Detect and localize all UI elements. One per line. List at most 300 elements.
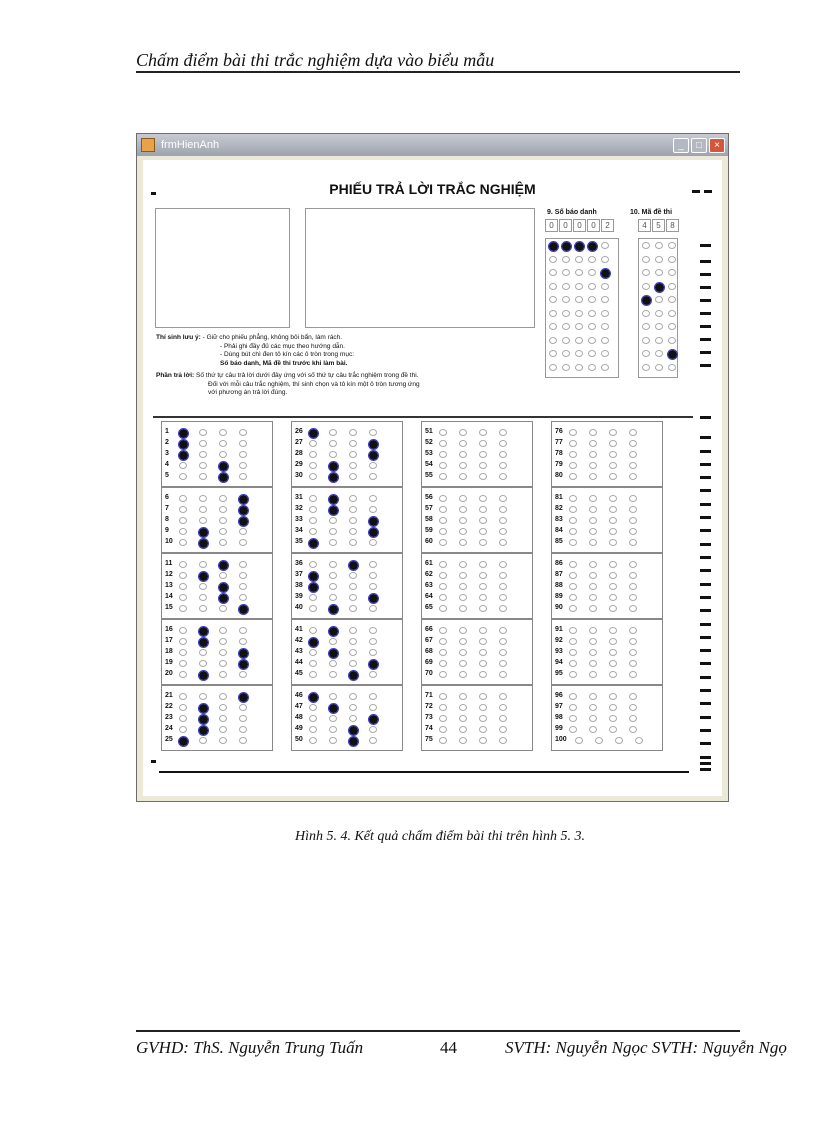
digit-bubble xyxy=(601,256,609,263)
question-number: 71 xyxy=(425,692,433,699)
sbd-digit: 0 xyxy=(587,219,600,232)
answer-bubble xyxy=(459,517,467,524)
answer-bubble xyxy=(479,638,487,645)
marked-bubble xyxy=(655,283,664,292)
answer-bubble xyxy=(439,528,447,535)
answer-bubble xyxy=(569,517,577,524)
digit-bubble xyxy=(642,256,650,263)
answer-bubble xyxy=(479,649,487,656)
digit-bubble xyxy=(575,283,583,290)
question-number: 42 xyxy=(295,637,303,644)
digit-bubble xyxy=(642,350,650,357)
answer-bubble xyxy=(499,726,507,733)
answer-bubble xyxy=(349,704,357,711)
timing-mark xyxy=(700,450,711,453)
question-number: 46 xyxy=(295,692,303,699)
marked-bubble xyxy=(309,693,318,702)
question-number: 23 xyxy=(165,714,173,721)
question-number: 33 xyxy=(295,516,303,523)
question-number: 27 xyxy=(295,439,303,446)
answer-bubble xyxy=(589,605,597,612)
answer-bubble xyxy=(569,594,577,601)
answer-bubble xyxy=(219,539,227,546)
answer-bubble xyxy=(459,462,467,469)
answer-bubble xyxy=(239,429,247,436)
question-number: 88 xyxy=(555,582,563,589)
answer-bubble xyxy=(499,473,507,480)
answer-bubble xyxy=(589,649,597,656)
digit-bubble xyxy=(562,337,570,344)
answer-bubble xyxy=(609,473,617,480)
marked-bubble xyxy=(219,583,228,592)
answer-bubble xyxy=(459,726,467,733)
question-number: 30 xyxy=(295,472,303,479)
question-number: 85 xyxy=(555,538,563,545)
marked-bubble xyxy=(199,539,208,548)
digit-bubble xyxy=(588,256,596,263)
marked-bubble xyxy=(369,715,378,724)
digit-bubble xyxy=(668,364,676,371)
answer-block xyxy=(291,421,403,487)
sbd-digit: 0 xyxy=(559,219,572,232)
answer-bubble xyxy=(219,638,227,645)
answer-bubble xyxy=(179,473,187,480)
answer-bubble xyxy=(349,528,357,535)
marked-bubble xyxy=(199,572,208,581)
digit-bubble xyxy=(642,323,650,330)
question-number: 65 xyxy=(425,604,433,611)
answer-bubble xyxy=(239,638,247,645)
answer-bubble xyxy=(459,561,467,568)
digit-bubble xyxy=(575,364,583,371)
footer-rule xyxy=(136,1030,740,1032)
answer-bubble xyxy=(199,462,207,469)
answer-bubble xyxy=(179,561,187,568)
answer-bubble xyxy=(179,605,187,612)
info-box xyxy=(305,208,535,328)
question-number: 59 xyxy=(425,527,433,534)
answer-bubble xyxy=(589,715,597,722)
answer-line: với phương án trả lời đúng. xyxy=(208,389,288,396)
answer-bubble xyxy=(569,473,577,480)
answer-bubble xyxy=(589,660,597,667)
digit-bubble xyxy=(562,269,570,276)
answer-bubble xyxy=(459,704,467,711)
answer-bubble xyxy=(629,671,637,678)
answer-bubble xyxy=(459,693,467,700)
answer-bubble xyxy=(629,451,637,458)
question-number: 2 xyxy=(165,439,169,446)
answer-bubble xyxy=(199,451,207,458)
digit-bubble xyxy=(601,350,609,357)
marked-bubble xyxy=(562,242,571,251)
question-number: 14 xyxy=(165,593,173,600)
question-number: 66 xyxy=(425,626,433,633)
digit-bubble xyxy=(575,350,583,357)
question-number: 63 xyxy=(425,582,433,589)
answer-bubble xyxy=(219,572,227,579)
answer-bubble xyxy=(589,561,597,568)
timing-mark xyxy=(700,609,711,612)
question-number: 31 xyxy=(295,494,303,501)
answer-bubble xyxy=(479,517,487,524)
answer-bubble xyxy=(219,693,227,700)
marked-bubble xyxy=(329,506,338,515)
sbd-bubble-grid xyxy=(545,238,619,378)
answer-bubble xyxy=(329,693,337,700)
answer-block xyxy=(161,487,273,553)
question-number: 77 xyxy=(555,439,563,446)
question-number: 34 xyxy=(295,527,303,534)
window-titlebar[interactable] xyxy=(137,134,728,156)
answer-bubble xyxy=(609,704,617,711)
answer-bubble xyxy=(179,726,187,733)
marked-bubble xyxy=(549,242,558,251)
timing-mark xyxy=(700,662,711,665)
answer-bubble xyxy=(199,517,207,524)
answer-bubble xyxy=(439,451,447,458)
answer-bubble xyxy=(329,638,337,645)
question-number: 26 xyxy=(295,428,303,435)
answer-bubble xyxy=(439,572,447,579)
answer-bubble xyxy=(589,440,597,447)
digit-bubble xyxy=(668,269,676,276)
answer-bubble xyxy=(439,726,447,733)
answer-bubble xyxy=(479,539,487,546)
answer-bubble xyxy=(479,726,487,733)
answer-bubble xyxy=(199,561,207,568)
answer-bubble xyxy=(329,572,337,579)
digit-bubble xyxy=(642,283,650,290)
question-number: 52 xyxy=(425,439,433,446)
answer-bubble xyxy=(609,429,617,436)
answer-bubble xyxy=(309,726,317,733)
answer-bubble xyxy=(439,627,447,634)
timing-mark xyxy=(700,583,711,586)
timing-mark xyxy=(700,463,711,466)
question-number: 95 xyxy=(555,670,563,677)
answer-block xyxy=(551,421,663,487)
timing-mark xyxy=(700,569,711,572)
answer-bubble xyxy=(479,462,487,469)
digit-bubble xyxy=(655,269,663,276)
marked-bubble xyxy=(349,737,358,746)
question-number: 35 xyxy=(295,538,303,545)
digit-bubble xyxy=(588,364,596,371)
question-number: 83 xyxy=(555,516,563,523)
answer-bubble xyxy=(589,671,597,678)
digit-bubble xyxy=(601,364,609,371)
marked-bubble xyxy=(309,572,318,581)
answer-bubble xyxy=(309,462,317,469)
maximize-button[interactable]: □ xyxy=(691,138,707,153)
answer-bubble xyxy=(199,506,207,513)
marked-bubble xyxy=(309,583,318,592)
answer-bubble xyxy=(589,451,597,458)
question-number: 37 xyxy=(295,571,303,578)
answer-bubble xyxy=(459,649,467,656)
question-number: 3 xyxy=(165,450,169,457)
digit-bubble xyxy=(601,337,609,344)
answer-bubble xyxy=(179,715,187,722)
window-title: frmHienAnh xyxy=(161,139,220,151)
digit-bubble xyxy=(642,337,650,344)
answer-block xyxy=(161,685,273,751)
answer-bubble xyxy=(609,638,617,645)
timing-mark xyxy=(700,244,711,247)
answer-bubble xyxy=(439,715,447,722)
digit-bubble xyxy=(588,337,596,344)
digit-bubble xyxy=(575,256,583,263)
digit-bubble xyxy=(562,310,570,317)
marked-bubble xyxy=(239,693,248,702)
answer-bubble xyxy=(609,583,617,590)
digit-bubble xyxy=(655,364,663,371)
marked-bubble xyxy=(239,605,248,614)
answer-bubble xyxy=(199,594,207,601)
question-number: 53 xyxy=(425,450,433,457)
answer-bubble xyxy=(459,528,467,535)
answer-bubble xyxy=(349,605,357,612)
answer-bubble xyxy=(349,627,357,634)
answer-block xyxy=(551,487,663,553)
question-number: 79 xyxy=(555,461,563,468)
question-number: 29 xyxy=(295,461,303,468)
timing-mark xyxy=(700,351,711,354)
answer-bubble xyxy=(479,440,487,447)
answer-bubble xyxy=(329,726,337,733)
made-digit: 4 xyxy=(638,219,651,232)
answer-bubble xyxy=(499,506,507,513)
marked-bubble xyxy=(329,627,338,636)
marked-bubble xyxy=(199,726,208,735)
answer-bubble xyxy=(439,605,447,612)
question-number: 45 xyxy=(295,670,303,677)
digit-bubble xyxy=(588,350,596,357)
digit-bubble xyxy=(562,256,570,263)
answer-bubble xyxy=(219,451,227,458)
answer-bubble xyxy=(589,594,597,601)
answer-bubble xyxy=(239,440,247,447)
answer-bubble xyxy=(629,462,637,469)
question-number: 81 xyxy=(555,494,563,501)
answer-bubble xyxy=(629,528,637,535)
answer-bubble xyxy=(179,495,187,502)
marked-bubble xyxy=(309,539,318,548)
marked-bubble xyxy=(179,429,188,438)
answer-bubble xyxy=(309,649,317,656)
answer-bubble xyxy=(569,539,577,546)
answer-bubble xyxy=(629,660,637,667)
answer-bubble xyxy=(629,561,637,568)
timing-mark xyxy=(700,756,711,759)
answer-bubble xyxy=(349,660,357,667)
answer-bubble xyxy=(569,715,577,722)
answer-bubble xyxy=(239,473,247,480)
marked-bubble xyxy=(199,704,208,713)
answer-bubble xyxy=(369,561,377,568)
timing-mark xyxy=(700,503,711,506)
answer-bubble xyxy=(479,528,487,535)
answer-bubble xyxy=(439,517,447,524)
question-number: 40 xyxy=(295,604,303,611)
answer-bubble xyxy=(349,440,357,447)
answer-bubble xyxy=(479,583,487,590)
answer-bubble xyxy=(439,506,447,513)
answer-bubble xyxy=(589,473,597,480)
marked-bubble xyxy=(369,440,378,449)
answer-bubble xyxy=(329,528,337,535)
answer-bubble xyxy=(369,627,377,634)
timing-mark xyxy=(700,556,711,559)
answer-sheet-image xyxy=(143,160,722,796)
answer-bubble xyxy=(459,451,467,458)
answer-bubble xyxy=(499,517,507,524)
answer-bubble xyxy=(439,693,447,700)
answer-bubble xyxy=(309,561,317,568)
digit-bubble xyxy=(642,269,650,276)
answer-block xyxy=(291,619,403,685)
answer-bubble xyxy=(629,583,637,590)
timing-mark xyxy=(700,702,711,705)
timing-mark xyxy=(700,676,711,679)
answer-bubble xyxy=(439,660,447,667)
answer-bubble xyxy=(179,506,187,513)
marked-bubble xyxy=(329,649,338,658)
answer-bubble xyxy=(609,440,617,447)
question-number: 82 xyxy=(555,505,563,512)
question-number: 43 xyxy=(295,648,303,655)
answer-bubble xyxy=(479,737,487,744)
answer-bubble xyxy=(589,528,597,535)
answer-bubble xyxy=(479,473,487,480)
timing-mark xyxy=(700,312,711,315)
question-number: 6 xyxy=(165,494,169,501)
answer-bubble xyxy=(609,451,617,458)
digit-bubble xyxy=(562,364,570,371)
timing-mark xyxy=(700,436,711,439)
answer-bubble xyxy=(349,429,357,436)
timing-mark xyxy=(700,489,711,492)
answer-bubble xyxy=(479,660,487,667)
answer-bubble xyxy=(479,671,487,678)
question-number: 48 xyxy=(295,714,303,721)
answer-bubble xyxy=(629,638,637,645)
answer-bubble xyxy=(479,429,487,436)
answer-bubble xyxy=(199,495,207,502)
timing-mark xyxy=(700,516,711,519)
answer-block xyxy=(291,553,403,619)
timing-mark xyxy=(700,286,711,289)
digit-bubble xyxy=(588,323,596,330)
sbd-label: 9. Số báo danh xyxy=(547,209,597,216)
question-number: 60 xyxy=(425,538,433,545)
marked-bubble xyxy=(199,671,208,680)
answer-bubble xyxy=(569,660,577,667)
answer-bubble xyxy=(439,429,447,436)
section-divider xyxy=(153,416,693,418)
bottom-rule xyxy=(159,771,689,773)
answer-bubble xyxy=(589,517,597,524)
minimize-button[interactable]: _ xyxy=(673,138,689,153)
answer-bubble xyxy=(239,726,247,733)
answer-bubble xyxy=(239,451,247,458)
digit-bubble xyxy=(562,283,570,290)
digit-bubble xyxy=(668,283,676,290)
answer-bubble xyxy=(369,605,377,612)
question-number: 55 xyxy=(425,472,433,479)
answer-bubble xyxy=(219,605,227,612)
answer-bubble xyxy=(369,583,377,590)
answer-bubble xyxy=(239,561,247,568)
question-number: 11 xyxy=(165,560,173,567)
question-number: 92 xyxy=(555,637,563,644)
answer-bubble xyxy=(629,517,637,524)
answer-bubble xyxy=(479,605,487,612)
answer-bubble xyxy=(349,638,357,645)
question-number: 100 xyxy=(555,736,567,743)
answer-bubble xyxy=(499,638,507,645)
answer-bubble xyxy=(309,737,317,744)
question-number: 61 xyxy=(425,560,433,567)
question-number: 10 xyxy=(165,538,173,545)
answer-bubble xyxy=(439,737,447,744)
answer-block xyxy=(551,685,663,751)
marked-bubble xyxy=(219,473,228,482)
marked-bubble xyxy=(199,715,208,724)
answer-bubble xyxy=(199,583,207,590)
close-button[interactable]: × xyxy=(709,138,725,153)
answer-bubble xyxy=(499,737,507,744)
digit-bubble xyxy=(601,310,609,317)
question-number: 20 xyxy=(165,670,173,677)
answer-bubble xyxy=(179,671,187,678)
answer-bubble xyxy=(629,572,637,579)
marked-bubble xyxy=(239,517,248,526)
made-label: 10. Mã đề thi xyxy=(630,209,673,216)
answer-bubble xyxy=(329,737,337,744)
page-number: 44 xyxy=(440,1038,457,1057)
question-number: 69 xyxy=(425,659,433,666)
marked-bubble xyxy=(329,605,338,614)
digit-bubble xyxy=(562,323,570,330)
answer-bubble xyxy=(179,660,187,667)
digit-bubble xyxy=(549,310,557,317)
digit-bubble xyxy=(549,296,557,303)
question-number: 1 xyxy=(165,428,169,435)
made-digit: 8 xyxy=(666,219,679,232)
answer-bubble xyxy=(589,638,597,645)
question-number: 72 xyxy=(425,703,433,710)
answer-bubble xyxy=(589,495,597,502)
marked-bubble xyxy=(369,451,378,460)
marked-bubble xyxy=(329,462,338,471)
answer-bubble xyxy=(459,737,467,744)
question-number: 19 xyxy=(165,659,173,666)
question-number: 94 xyxy=(555,659,563,666)
answer-bubble xyxy=(179,572,187,579)
answer-bubble xyxy=(439,462,447,469)
answer-bubble xyxy=(439,440,447,447)
marked-bubble xyxy=(369,528,378,537)
answer-bubble xyxy=(329,451,337,458)
answer-bubble xyxy=(459,506,467,513)
answer-bubble xyxy=(219,737,227,744)
timing-mark xyxy=(700,768,711,771)
answer-bubble xyxy=(499,627,507,634)
digit-bubble xyxy=(668,256,676,263)
digit-bubble xyxy=(575,323,583,330)
